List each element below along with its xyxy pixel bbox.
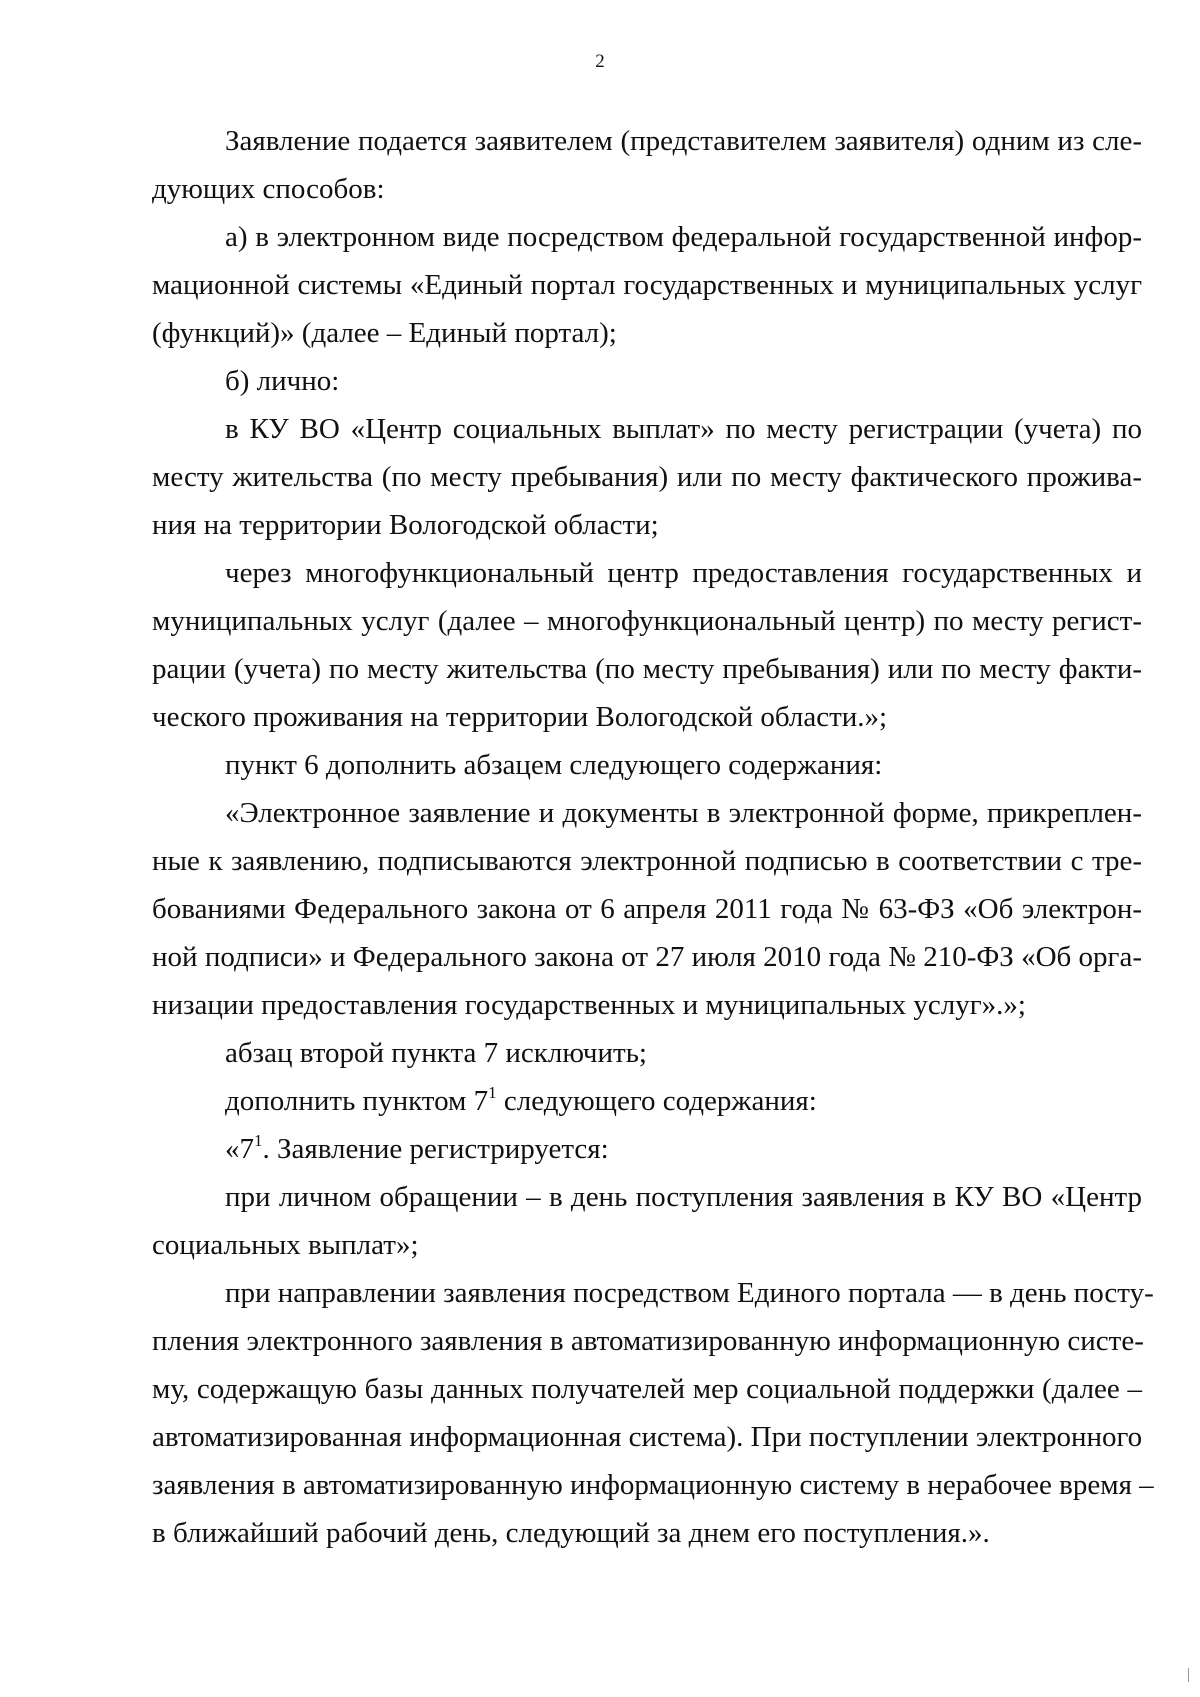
- text-line: рации (учета) по месту жительства (по месту пребывания) или по месту факти-: [152, 653, 1142, 685]
- text-line: ния на территории Вологодской области;: [152, 509, 659, 541]
- text-line: в ближайший рабочий день, следующий за днем его поступления.».: [152, 1517, 990, 1549]
- text-line: Заявление подается заявителем (представителем заявителя) одним из сле-: [225, 125, 1142, 157]
- text-line: пункт 6 дополнить абзацем следующего содержания:: [225, 749, 883, 781]
- text-line: му, содержащую базы данных получателей мер социальной поддержки (далее –: [152, 1373, 1142, 1405]
- page-number: 2: [595, 51, 605, 72]
- text-line: месту жительства (по месту пребывания) или по месту фактического прожива-: [152, 461, 1142, 493]
- text-fragment: дополнить пунктом 7: [225, 1085, 489, 1117]
- text-line: низации предоставления государственных и муниципальных услуг».»;: [152, 989, 1026, 1021]
- text-line: б) лично:: [225, 365, 340, 397]
- text-line: дующих способов:: [152, 173, 385, 205]
- text-line: автоматизированная информационная система). При поступлении электронного: [152, 1421, 1143, 1453]
- text-line: «Электронное заявление и документы в электронной форме, прикреплен-: [225, 797, 1142, 829]
- text-line: бованиями Федерального закона от 6 апреля 2011 года № 63-ФЗ «Об электрон-: [152, 893, 1142, 925]
- text-line: социальных выплат»;: [152, 1229, 419, 1261]
- text-line: муниципальных услуг (далее – многофункциональный центр) по месту регист-: [152, 605, 1142, 637]
- superscript: 1: [488, 1083, 497, 1102]
- superscript: 1: [254, 1131, 263, 1150]
- text-line: в КУ ВО «Центр социальных выплат» по месту регистрации (учета) по: [225, 413, 1142, 445]
- text-line: мационной системы «Единый портал государственных и муниципальных услуг: [152, 269, 1142, 301]
- text-line: при направлении заявления посредством Единого портала — в день посту-: [225, 1277, 1154, 1309]
- scan-mark: [1188, 1668, 1189, 1682]
- text-line: ные к заявлению, подписываются электронной подписью в соответствии с тре-: [152, 845, 1142, 877]
- text-line: через многофункциональный центр предоставления государственных и: [225, 557, 1142, 589]
- text-fragment: . Заявление регистрируется:: [262, 1133, 609, 1165]
- text-fragment: «7: [225, 1133, 254, 1165]
- text-line: при личном обращении – в день поступления заявления в КУ ВО «Центр: [225, 1181, 1142, 1213]
- text-line: пления электронного заявления в автоматизированную информационную систе-: [152, 1325, 1144, 1357]
- text-line: ческого проживания на территории Вологодской области.»;: [152, 701, 888, 733]
- text-line: (функций)» (далее – Единый портал);: [152, 317, 617, 349]
- text-line: а) в электронном виде посредством федеральной государственной инфор-: [225, 221, 1142, 253]
- text-line: абзац второй пункта 7 исключить;: [225, 1037, 647, 1069]
- text-fragment: следующего содержания:: [496, 1085, 817, 1117]
- text-line-supplement: [152, 1077, 1142, 1125]
- text-line-registration: [152, 1125, 1142, 1173]
- text-line: заявления в автоматизированную информационную систему в нерабочее время –: [152, 1469, 1154, 1501]
- document-body: [152, 117, 1154, 1557]
- text-line: ной подписи» и Федерального закона от 27 июля 2010 года № 210-ФЗ «Об орга-: [152, 941, 1142, 973]
